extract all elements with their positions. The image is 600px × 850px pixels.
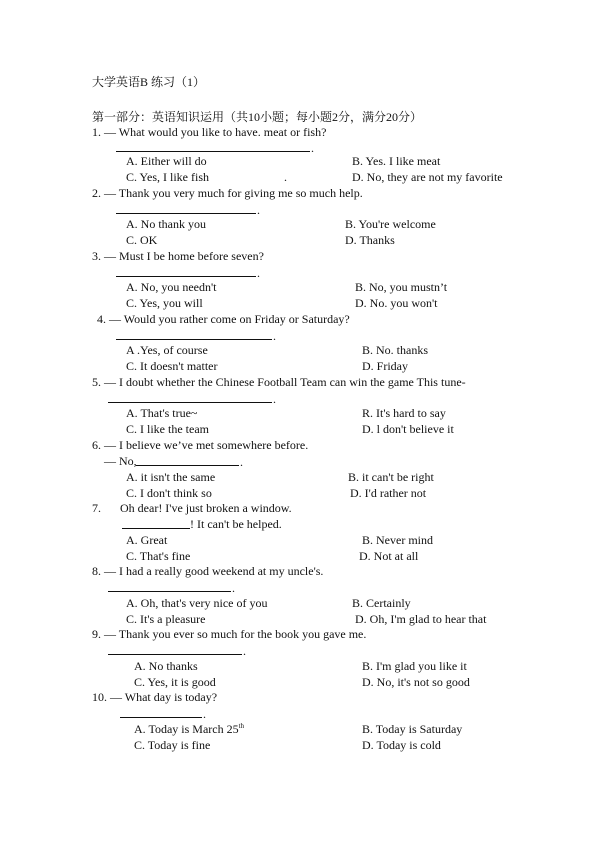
question-5-blank[interactable]	[108, 402, 272, 403]
question-2-blank[interactable]	[116, 213, 256, 214]
question-2-option-a[interactable]: A. No thank you	[126, 217, 206, 231]
question-1-blank[interactable]	[116, 151, 310, 152]
question-1-option-c-period: .	[284, 170, 287, 184]
question-8-option-d[interactable]: D. Oh, I'm glad to hear that	[355, 612, 487, 626]
question-1-blank-period: .	[311, 141, 314, 155]
question-2-option-d[interactable]: D. Thanks	[345, 233, 395, 247]
question-3-blank-period: .	[257, 266, 260, 280]
question-8-stem: 8. — I had a really good weekend at my uncle's.	[92, 564, 324, 578]
question-10-blank[interactable]	[120, 717, 202, 718]
question-5-option-b[interactable]: R. It's hard to say	[362, 406, 446, 420]
question-9-option-a[interactable]: A. No thanks	[134, 659, 198, 673]
question-2-option-c[interactable]: C. OK	[126, 233, 158, 247]
question-3-option-a[interactable]: A. No, you needn't	[126, 280, 217, 294]
question-10-blank-period: .	[203, 707, 206, 721]
question-8-blank[interactable]	[108, 591, 231, 592]
question-9-blank[interactable]	[108, 654, 242, 655]
question-9-option-d[interactable]: D. No, it's not so good	[362, 675, 470, 689]
question-7-reply-suffix: ! It can't be helped.	[190, 517, 282, 531]
question-8-option-b[interactable]: B. Certainly	[352, 596, 411, 610]
question-3-option-d[interactable]: D. No. you won't	[355, 296, 438, 310]
question-5-option-a[interactable]: A. That's true~	[126, 406, 198, 420]
question-6-option-c[interactable]: C. I don't think so	[126, 486, 212, 500]
question-2-option-b[interactable]: B. You're welcome	[345, 217, 436, 231]
question-10-stem: 10. — What day is today?	[92, 690, 218, 704]
question-7-option-a[interactable]: A. Great	[126, 533, 168, 547]
question-2-blank-period: .	[257, 203, 260, 217]
section-heading: 第一部分：英语知识运用（共10小题；每小题2分，满分20分）	[92, 110, 423, 124]
question-7-number: 7.	[92, 501, 101, 515]
question-3-option-c[interactable]: C. Yes, you will	[126, 296, 203, 310]
question-8-option-c[interactable]: C. It's a pleasure	[126, 612, 206, 626]
question-3-stem: 3. — Must I be home before seven?	[92, 249, 264, 263]
question-6-option-d[interactable]: D. I'd rather not	[350, 486, 427, 500]
question-5-option-d[interactable]: D. l don't believe it	[362, 422, 454, 436]
question-4-blank-period: .	[273, 329, 276, 343]
question-3-blank[interactable]	[116, 276, 256, 277]
question-5-blank-period: .	[273, 392, 276, 406]
question-7-option-d[interactable]: D. Not at all	[359, 549, 419, 563]
question-6-reply-prefix: — No,	[104, 454, 137, 468]
question-5-option-c[interactable]: C. I like the team	[126, 422, 209, 436]
question-6-blank[interactable]	[136, 465, 239, 466]
question-4-option-a[interactable]: A .Yes, of course	[126, 343, 208, 357]
question-6-option-a[interactable]: A. it isn't the same	[126, 470, 216, 484]
question-9-option-b[interactable]: B. I'm glad you like it	[362, 659, 467, 673]
question-2-stem: 2. — Thank you very much for giving me so much help.	[92, 186, 363, 200]
question-9-stem: 9. — Thank you ever so much for the book you gave me.	[92, 627, 367, 641]
question-1-stem: 1. — What would you like to have. meat or fish?	[92, 125, 327, 139]
question-7-option-b[interactable]: B. Never mind	[362, 533, 433, 547]
question-10-option-b[interactable]: B. Today is Saturday	[362, 722, 463, 736]
question-4-option-d[interactable]: D. Friday	[362, 359, 408, 373]
question-10-option-c[interactable]: C. Today is fine	[134, 738, 211, 752]
question-4-option-c[interactable]: C. It doesn't matter	[126, 359, 218, 373]
question-9-blank-period: .	[243, 644, 246, 658]
question-6-blank-period: .	[240, 455, 243, 469]
question-5-stem: 5. — I doubt whether the Chinese Football Team can win the game This tune-	[92, 375, 466, 389]
document-title: 大学英语B 练习（1）	[92, 75, 206, 89]
question-6-stem: 6. — I believe we’ve met somewhere before.	[92, 438, 309, 452]
question-7-stem: Oh dear! I've just broken a window.	[120, 501, 292, 515]
question-10-option-a-text: A. Today is March 25	[134, 722, 239, 736]
question-10-option-a-superscript: th	[238, 722, 245, 730]
question-6-option-b[interactable]: B. it can't be right	[348, 470, 434, 484]
question-8-option-a[interactable]: A. Oh, that's very nice of you	[126, 596, 268, 610]
question-1-option-d[interactable]: D. No, they are not my favorite	[352, 170, 503, 184]
question-4-blank[interactable]	[116, 339, 272, 340]
question-3-option-b[interactable]: B. No, you mustn’t	[355, 280, 448, 294]
question-10-option-d[interactable]: D. Today is cold	[362, 738, 441, 752]
question-1-option-a[interactable]: A. Either will do	[126, 154, 207, 168]
question-1-option-c[interactable]: C. Yes, I like fish	[126, 170, 210, 184]
question-4-option-b[interactable]: B. No. thanks	[362, 343, 428, 357]
question-10-option-a[interactable]	[134, 722, 244, 736]
question-7-option-c[interactable]: C. That's fine	[126, 549, 191, 563]
question-9-option-c[interactable]: C. Yes, it is good	[134, 675, 216, 689]
question-1-option-b[interactable]: B. Yes. I like meat	[352, 154, 441, 168]
question-8-blank-period: .	[232, 581, 235, 595]
question-7-blank[interactable]	[122, 528, 190, 529]
question-4-stem: 4. — Would you rather come on Friday or Saturday?	[97, 312, 350, 326]
